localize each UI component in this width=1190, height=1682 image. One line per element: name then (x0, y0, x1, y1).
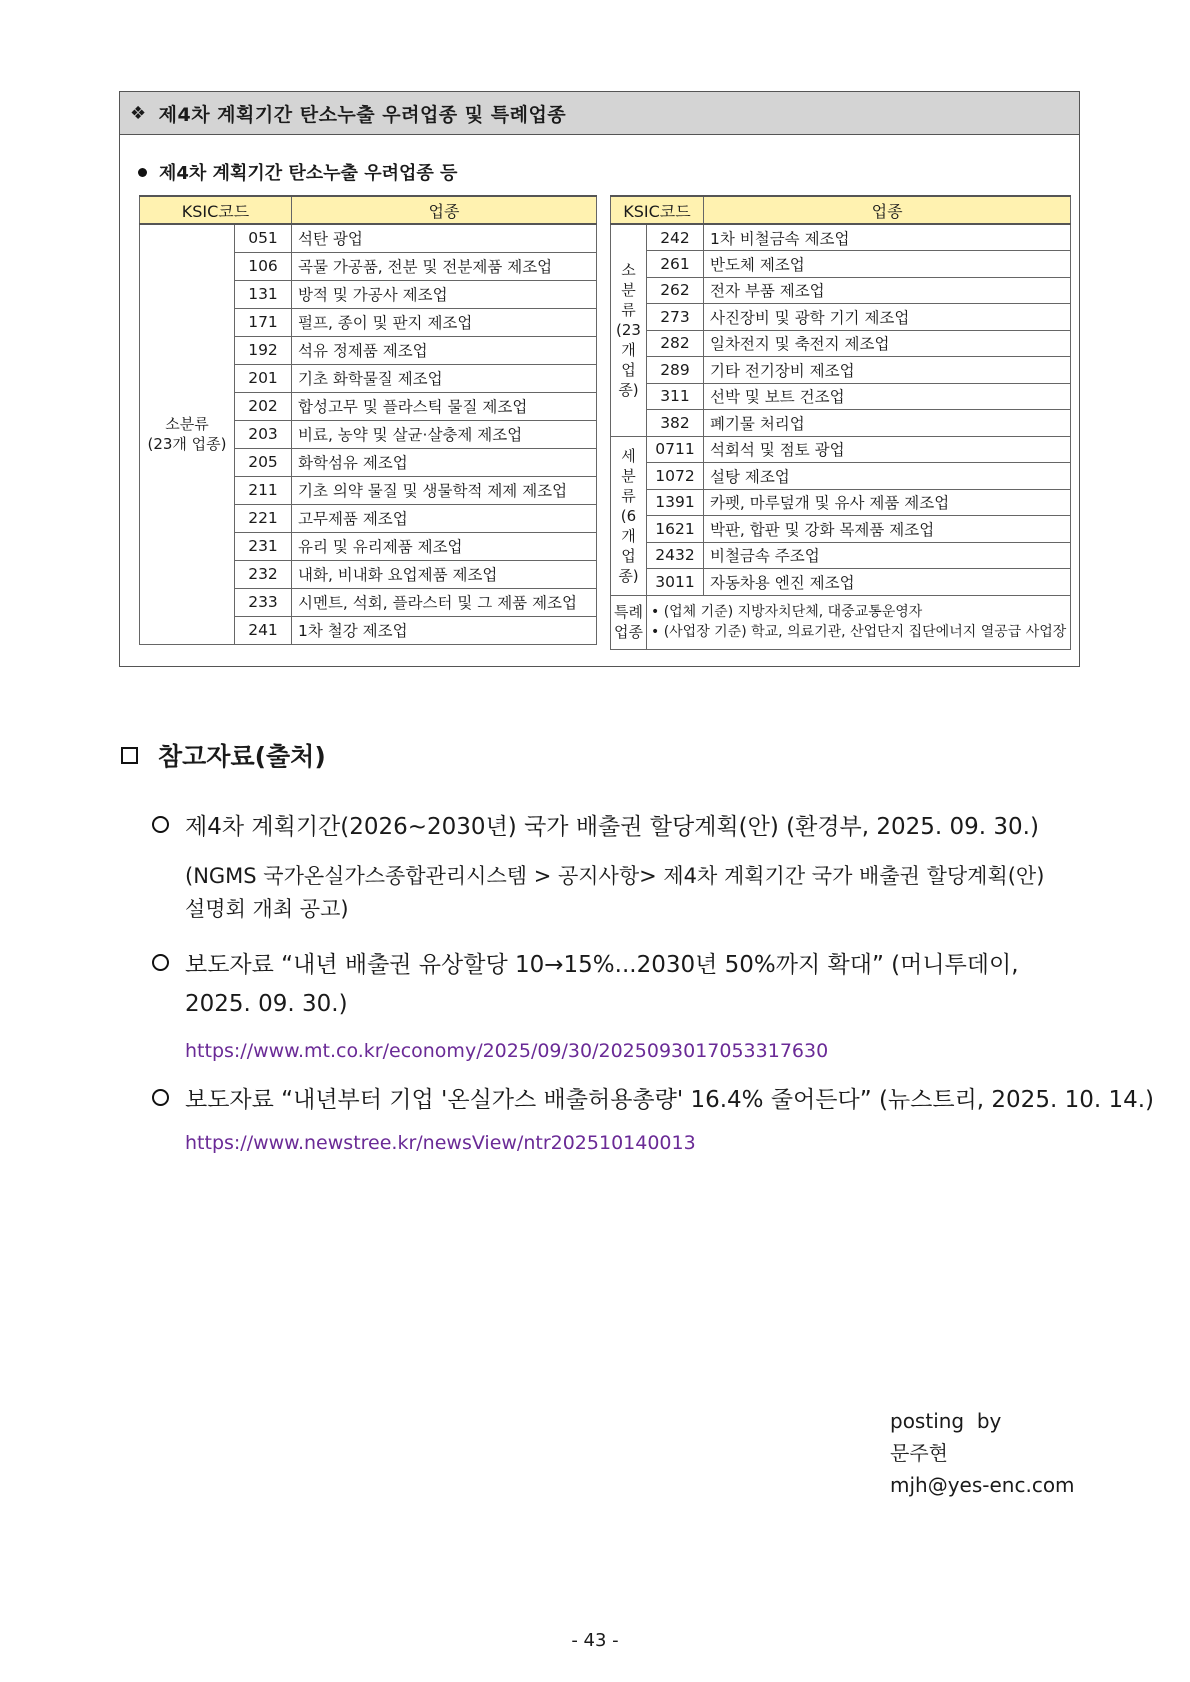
industry-name-cell: 전자 부품 제조업 (703, 277, 1070, 304)
special-label: 특례 업종 (611, 595, 647, 649)
special-industry-row (611, 595, 1071, 649)
industry-name-cell: 사진장비 및 광학 기기 제조업 (703, 304, 1070, 331)
reference-item-2-text-line1: 보도자료 “내년 배출권 유상할당 10→15%...2030년 50%까지 확대” (머니투데이, (185, 952, 1019, 978)
ksic-code-cell: 221 (235, 504, 292, 532)
ksic-code-cell: 2432 (646, 542, 703, 569)
industry-name-cell: 곡물 가공품, 전분 및 전분제품 제조업 (292, 252, 597, 280)
industry-name-cell: 합성고무 및 플라스틱 물질 제조업 (292, 392, 597, 420)
reference-item-1-text: 제4차 계획기간(2026~2030년) 국가 배출권 할당계획(안) (환경부, 2025. 09. 30.) (185, 814, 1039, 840)
ksic-code-cell: 211 (235, 476, 292, 504)
industry-name-cell: 유리 및 유리제품 제조업 (292, 532, 597, 560)
industry-name-cell: 펄프, 종이 및 판지 제조업 (292, 308, 597, 336)
industry-name-cell: 내화, 비내화 요업제품 제조업 (292, 560, 597, 588)
group-label: 소분류 (23개 업종) (611, 224, 647, 436)
reference-item-3-text: 보도자료 “내년부터 기업 '온실가스 배출허용총량' 16.4% 줄어든다” (뉴스트리, 2025. 10. 14.) (185, 1087, 1155, 1113)
square-bullet-icon (121, 747, 138, 764)
ksic-code-cell: 106 (235, 252, 292, 280)
ksic-code-cell: 242 (646, 224, 703, 251)
group-label: 소분류 (23개 업종) (140, 224, 235, 644)
table-caption (138, 159, 457, 185)
ksic-code-cell: 3011 (646, 569, 703, 596)
industry-name-cell: 자동차용 엔진 제조업 (703, 569, 1070, 596)
ksic-code-cell: 1072 (646, 463, 703, 490)
header-ksic-code: KSIC코드 (611, 196, 704, 224)
right-industry-table (610, 195, 1071, 650)
industry-name-cell: 1차 비철금속 제조업 (703, 224, 1070, 251)
references-heading (121, 737, 326, 773)
header-ksic-code: KSIC코드 (140, 196, 292, 224)
ksic-code-cell: 311 (646, 383, 703, 410)
table-row (611, 330, 1071, 357)
references-title: 참고자료(출처) (158, 742, 326, 771)
special-line: • (사업장 기준) 학교, 의료기관, 산업단지 집단에너지 열공급 사업장 (650, 624, 1067, 640)
bullet-icon (138, 168, 147, 177)
diamond-bullet-icon: ❖ (130, 102, 147, 124)
reference-item-1-source-line2: 설명회 개최 공고) (185, 897, 349, 921)
industry-name-cell: 선박 및 보트 건조업 (703, 383, 1070, 410)
posting-signature (890, 1405, 1075, 1501)
industry-name-cell: 기타 전기장비 제조업 (703, 357, 1070, 384)
industry-name-cell: 반도체 제조업 (703, 251, 1070, 278)
ksic-code-cell: 231 (235, 532, 292, 560)
industry-name-cell: 기초 의약 물질 및 생물학적 제제 제조업 (292, 476, 597, 504)
reference-item-3-link[interactable]: https://www.newstree.kr/newsView/ntr202510140013 (185, 1132, 696, 1154)
header-industry: 업종 (703, 196, 1070, 224)
industry-table-box (119, 91, 1080, 667)
industry-name-cell: 비철금속 주조업 (703, 542, 1070, 569)
circle-bullet-icon (152, 816, 169, 833)
table-caption-text: 제4차 계획기간 탄소누출 우려업종 등 (159, 163, 458, 184)
ksic-code-cell: 289 (646, 357, 703, 384)
industry-name-cell: 방적 및 가공사 제조업 (292, 280, 597, 308)
ksic-code-cell: 241 (235, 616, 292, 644)
circle-bullet-icon (152, 1089, 169, 1106)
ksic-code-cell: 232 (235, 560, 292, 588)
circle-bullet-icon (152, 954, 169, 971)
posting-author: 문주현 (890, 1441, 948, 1465)
page-number: - 43 - (571, 1630, 619, 1651)
ksic-code-cell: 192 (235, 336, 292, 364)
ksic-code-cell: 203 (235, 420, 292, 448)
industry-name-cell: 비료, 농약 및 살균·살충제 제조업 (292, 420, 597, 448)
header-industry: 업종 (292, 196, 597, 224)
ksic-code-cell: 261 (646, 251, 703, 278)
ksic-code-cell: 233 (235, 588, 292, 616)
ksic-code-cell: 202 (235, 392, 292, 420)
table-row (611, 357, 1071, 384)
reference-item-1-source (185, 860, 1044, 926)
reference-item-2-link[interactable]: https://www.mt.co.kr/economy/2025/09/30/2025093017053317630 (185, 1040, 829, 1062)
table-row (611, 383, 1071, 410)
industry-name-cell: 화학섬유 제조업 (292, 448, 597, 476)
reference-item-3 (152, 1081, 1154, 1114)
ksic-code-cell: 1391 (646, 489, 703, 516)
reference-item-2 (152, 946, 1019, 979)
ksic-code-cell: 205 (235, 448, 292, 476)
table-row (611, 516, 1071, 543)
industry-name-cell: 석유 정제품 제조업 (292, 336, 597, 364)
ksic-code-cell: 0711 (646, 436, 703, 463)
ksic-code-cell: 1621 (646, 516, 703, 543)
table-row (611, 304, 1071, 331)
reference-item-1-source-line1: (NGMS 국가온실가스종합관리시스템 > 공지사항> 제4차 계획기간 국가 배출권 할당계획(안) (185, 864, 1045, 888)
box-title: 제4차 계획기간 탄소누출 우려업종 및 특례업종 (158, 103, 567, 126)
table-row (611, 410, 1071, 437)
industry-name-cell: 폐기물 처리업 (703, 410, 1070, 437)
left-industry-table (139, 195, 597, 645)
special-line: • (업체 기준) 지방자치단체, 대중교통운영자 (650, 604, 923, 620)
ksic-code-cell: 262 (646, 277, 703, 304)
posting-email: mjh@yes-enc.com (890, 1473, 1075, 1497)
ksic-code-cell: 382 (646, 410, 703, 437)
ksic-code-cell: 273 (646, 304, 703, 331)
table-row (611, 542, 1071, 569)
industry-name-cell: 석회석 및 점토 광업 (703, 436, 1070, 463)
industry-name-cell: 고무제품 제조업 (292, 504, 597, 532)
ksic-code-cell: 282 (646, 330, 703, 357)
box-content (126, 137, 1073, 660)
table-row (611, 569, 1071, 596)
ksic-code-cell: 171 (235, 308, 292, 336)
table-row (611, 489, 1071, 516)
table-row (611, 463, 1071, 490)
table-row (611, 436, 1071, 463)
posting-by: posting by (890, 1409, 1002, 1433)
table-row (611, 251, 1071, 278)
special-industry-desc (646, 595, 1070, 649)
industry-name-cell: 1차 철강 제조업 (292, 616, 597, 644)
table-row (611, 224, 1071, 251)
industry-name-cell: 박판, 합판 및 강화 목제품 제조업 (703, 516, 1070, 543)
reference-item-2-text-line2: 2025. 09. 30.) (185, 991, 348, 1017)
ksic-code-cell: 131 (235, 280, 292, 308)
industry-name-cell: 석탄 광업 (292, 224, 597, 252)
box-header (120, 92, 1079, 135)
industry-name-cell: 일차전지 및 축전지 제조업 (703, 330, 1070, 357)
group-label: 세분류 (6개 업종) (611, 436, 647, 595)
ksic-code-cell: 051 (235, 224, 292, 252)
industry-name-cell: 시멘트, 석회, 플라스터 및 그 제품 제조업 (292, 588, 597, 616)
table-row (140, 224, 597, 252)
ksic-code-cell: 201 (235, 364, 292, 392)
industry-name-cell: 설탕 제조업 (703, 463, 1070, 490)
table-row (611, 277, 1071, 304)
industry-name-cell: 카펫, 마루덮개 및 유사 제품 제조업 (703, 489, 1070, 516)
reference-item-1 (152, 808, 1039, 841)
industry-name-cell: 기초 화학물질 제조업 (292, 364, 597, 392)
